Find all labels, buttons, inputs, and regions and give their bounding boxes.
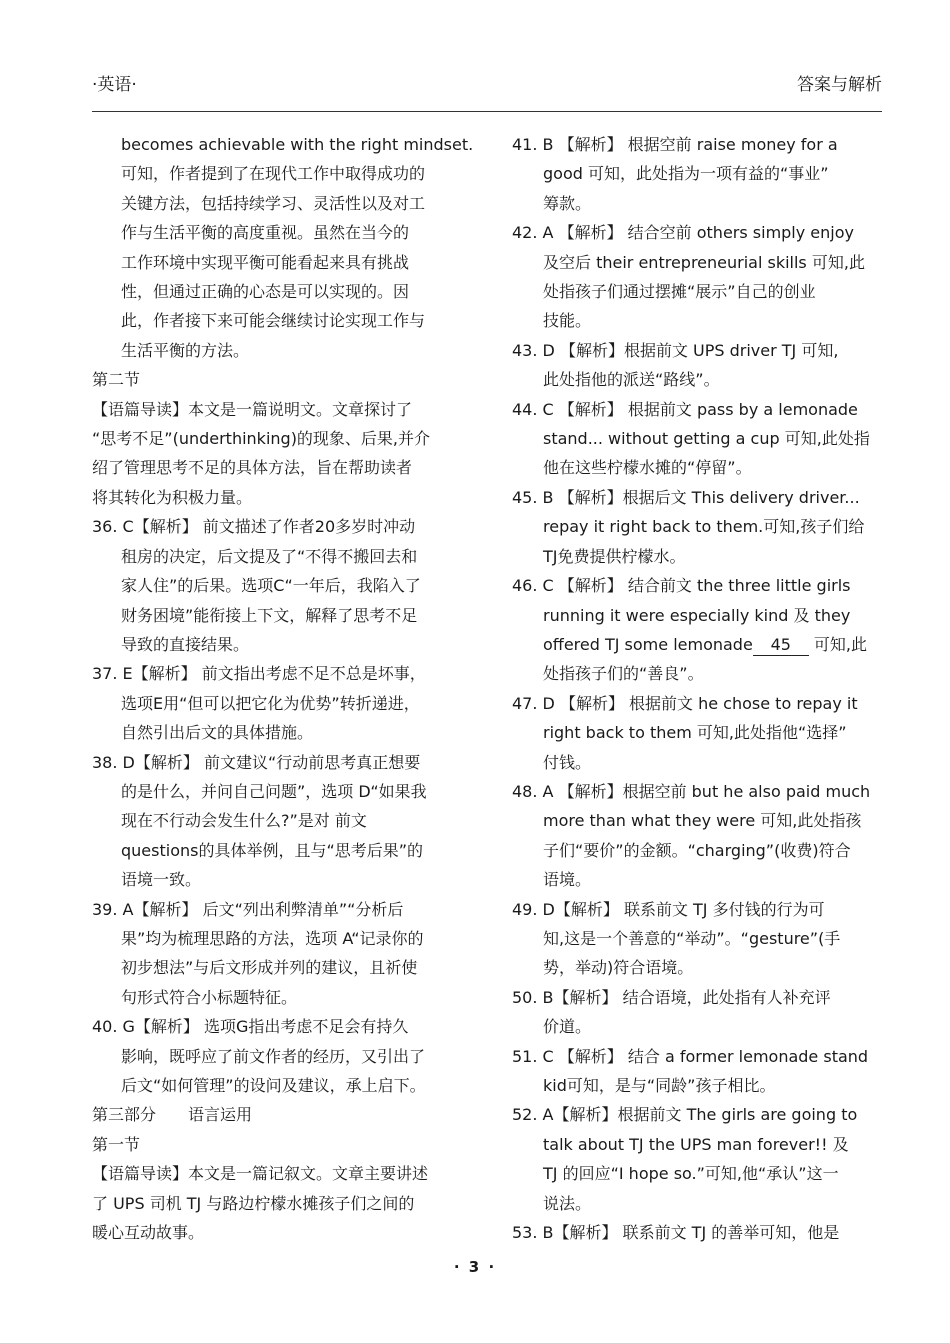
line-text: 39. A【解析】 后文“列出利弊清单”“分析后 — [92, 899, 404, 919]
text-line — [512, 189, 912, 218]
text-line — [92, 395, 510, 424]
text-line — [512, 601, 912, 630]
line-text: kid可知，是与“同龄”孩子相比。 — [543, 1076, 776, 1095]
line-text: 子们“要价”的金额。“charging”(收费)符合 — [543, 840, 851, 860]
line-text: 41. B 【解析】 根据空前 raise money for a — [512, 135, 838, 154]
text-line — [512, 630, 912, 659]
text-line — [92, 924, 510, 953]
line-text: 【语篇导读】本文是一篇说明文。文章探讨了 — [92, 399, 413, 419]
line-text: becomes achievable with the right mindset. — [121, 135, 474, 154]
text-line — [92, 689, 510, 718]
line-text: 暖心互动故事。 — [92, 1223, 205, 1243]
line-text: 47. D 【解析】 根据前文 he chose to repay it — [512, 693, 858, 713]
text-line — [512, 924, 912, 953]
text-line — [92, 159, 510, 188]
text-line — [512, 953, 912, 982]
line-text: 果”均为梳理思路的方法，选项 A“记录你的 — [121, 928, 424, 948]
line-text: 知,这是一个善意的“举动”。“gesture”(手 — [543, 928, 841, 948]
text-line — [92, 748, 510, 777]
line-text: talk about TJ the UPS man forever!! 及 — [543, 1134, 849, 1154]
text-line — [512, 424, 912, 453]
text-line — [92, 571, 510, 600]
text-line — [512, 983, 912, 1012]
text-line — [512, 395, 912, 424]
text-line — [512, 542, 912, 571]
line-text: 的是什么，并问自己问题”，选项 D“如果我 — [121, 781, 427, 801]
text-line — [92, 248, 510, 277]
text-line — [92, 777, 510, 806]
line-text: 51. C 【解析】 结合 a former lemonade stand — [512, 1046, 869, 1066]
text-line — [92, 659, 510, 688]
line-text: stand... without getting a cup 可知,此处指 — [543, 429, 870, 449]
line-text: 37. E【解析】 前文指出考虑不足不总是坏事， — [92, 664, 426, 684]
text-line — [512, 895, 912, 924]
line-text: 38. D【解析】 前文建议“行动前思考真正想要 — [92, 752, 421, 772]
text-line — [512, 1071, 912, 1100]
line-text: 他在这些柠檬水摊的“停留”。 — [543, 458, 752, 478]
line-text-after: 可知,此 — [808, 634, 867, 654]
line-text: 绍了管理思考不足的具体方法，旨在帮助读者 — [92, 458, 413, 478]
line-text: 现在不行动会发生什么?”是对 前文 — [121, 811, 367, 831]
line-text: more than what they were 可知,此处指孩 — [543, 811, 862, 831]
text-line — [512, 659, 912, 688]
line-text: 第二节 — [92, 370, 141, 390]
line-text: 处指孩子们通过摆摊“展示”自己的创业 — [543, 282, 816, 302]
line-text: 49. D【解析】 联系前文 TJ 多付钱的行为可 — [512, 899, 825, 919]
line-text: 及空后 their entrepreneurial skills 可知,此 — [543, 252, 865, 272]
text-line — [92, 1042, 510, 1071]
line-text: 性，但通过正确的心态是可以实现的。因 — [121, 282, 410, 302]
text-line — [512, 277, 912, 306]
line-text: 技能。 — [543, 311, 592, 331]
left-column — [92, 130, 510, 1247]
line-text: 43. D 【解析】根据前文 UPS driver TJ 可知, — [512, 340, 839, 360]
text-line — [92, 336, 510, 365]
text-line — [512, 748, 912, 777]
line-text: 导致的直接结果。 — [121, 634, 250, 654]
text-line — [512, 248, 912, 277]
line-text: 势，举动)符合语境。 — [543, 958, 694, 978]
line-text: 财务困境”能衔接上下文，解释了思考不足 — [121, 605, 418, 625]
text-line — [92, 424, 510, 453]
line-text: 租房的决定，后文提及了“不得不搬回去和 — [121, 546, 418, 566]
text-line — [512, 806, 912, 835]
line-text: 40. G【解析】 选项G指出考虑不足会有持久 — [92, 1017, 409, 1037]
line-text: 语境一致。 — [121, 870, 202, 890]
header-rule — [92, 111, 882, 112]
text-line — [512, 130, 912, 159]
line-text: “思考不足”(underthinking)的现象、后果,并介 — [92, 429, 431, 449]
text-line — [92, 601, 510, 630]
text-line — [512, 159, 912, 188]
text-line — [512, 453, 912, 482]
line-text: 生活平衡的方法。 — [121, 340, 250, 360]
text-line — [512, 1042, 912, 1071]
line-text: 可知，作者提到了在现代工作中取得成功的 — [121, 164, 426, 184]
text-line — [92, 453, 510, 482]
text-line — [512, 571, 912, 600]
text-line — [92, 1159, 510, 1188]
line-text: 句形式符合小标题特征。 — [121, 987, 298, 1007]
text-line — [512, 1218, 912, 1247]
line-text: 52. A【解析】根据前文 The girls are going to — [512, 1105, 858, 1125]
line-text: right back to them 可知,此处指他“选择” — [543, 723, 847, 743]
text-line — [92, 836, 510, 865]
line-text: 作与生活平衡的高度重视。虽然在当今的 — [121, 223, 410, 243]
text-line — [512, 836, 912, 865]
line-text: 家人住”的后果。选项C“一年后，我陷入了 — [121, 576, 421, 596]
line-text: 此，作者接下来可能会继续讨论实现工作与 — [121, 311, 426, 331]
page-number: · 3 · — [453, 1258, 497, 1276]
line-text: 42. A 【解析】 结合空前 others simply enjoy — [512, 223, 854, 243]
text-line — [92, 130, 510, 159]
line-text: good 可知，此处指为一项有益的“事业” — [543, 164, 829, 184]
line-text: 44. C 【解析】 根据前文 pass by a lemonade — [512, 399, 858, 419]
line-text: TJ免费提供柠檬水。 — [543, 546, 686, 566]
line-text: 处指孩子们的“善良”。 — [543, 664, 704, 684]
text-line — [512, 718, 912, 747]
text-line — [512, 689, 912, 718]
text-line — [92, 953, 510, 982]
text-line — [512, 1100, 912, 1129]
line-text: 45. B 【解析】根据后文 This delivery driver... — [512, 487, 860, 507]
line-text: 后文“如何管理”的设问及建议，承上启下。 — [121, 1076, 426, 1095]
line-text: 46. C 【解析】 结合前文 the three little girls — [512, 576, 851, 596]
line-text: TJ 的回应“I hope so.”可知,他“承认”这一 — [543, 1164, 839, 1184]
text-line — [512, 1189, 912, 1218]
text-line — [92, 512, 510, 541]
text-line — [92, 1130, 510, 1159]
text-line — [512, 483, 912, 512]
text-line — [92, 189, 510, 218]
text-line — [512, 865, 912, 894]
line-text: 36. C【解析】 前文描述了作者20多岁时冲动 — [92, 517, 416, 537]
text-line — [512, 777, 912, 806]
text-line — [92, 542, 510, 571]
line-text: 48. A 【解析】根据空前 but he also paid much — [512, 781, 871, 801]
text-line — [92, 865, 510, 894]
line-text: repay it right back to them.可知,孩子们给 — [543, 517, 865, 537]
text-line — [92, 630, 510, 659]
text-line — [512, 218, 912, 247]
text-line — [512, 306, 912, 335]
line-text: 53. B【解析】 联系前文 TJ 的善举可知，他是 — [512, 1223, 840, 1243]
line-text: 了 UPS 司机 TJ 与路边柠檬水摊孩子们之间的 — [92, 1193, 415, 1213]
text-line — [92, 1100, 510, 1129]
line-text: 将其转化为积极力量。 — [92, 487, 253, 507]
text-line — [92, 277, 510, 306]
line-text: 第三部分 语言运用 — [92, 1105, 253, 1125]
line-text: 关键方法，包括持续学习、灵活性以及对工 — [121, 193, 426, 213]
text-line — [92, 1218, 510, 1247]
line-text: 价道。 — [543, 1017, 592, 1037]
line-text: 【语篇导读】本文是一篇记叙文。文章主要讲述 — [92, 1164, 429, 1184]
text-line — [92, 483, 510, 512]
line-text: 初步想法”与后文形成并列的建议，且祈使 — [121, 958, 418, 978]
text-line — [512, 365, 912, 394]
header-section-title: 答案与解析 — [797, 75, 882, 95]
text-line — [512, 1012, 912, 1041]
text-line — [92, 718, 510, 747]
right-column — [512, 130, 912, 1247]
line-text: 工作环境中实现平衡可能看起来具有挑战 — [121, 252, 410, 272]
text-line — [92, 218, 510, 247]
text-line — [92, 806, 510, 835]
line-text: 此处指他的派送“路线”。 — [543, 370, 720, 390]
line-text: 说法。 — [543, 1193, 592, 1213]
text-line — [92, 1012, 510, 1041]
text-line — [512, 512, 912, 541]
line-text: questions的具体举例，且与“思考后果”的 — [121, 840, 424, 860]
line-text: 筹款。 — [543, 193, 592, 213]
line-text: 第一节 — [92, 1134, 141, 1154]
text-line — [512, 1130, 912, 1159]
text-line — [92, 1189, 510, 1218]
line-text: 50. B【解析】 结合语境，此处指有人补充评 — [512, 987, 831, 1007]
text-line — [92, 1071, 510, 1100]
line-text: 付钱。 — [543, 752, 592, 772]
text-line — [92, 306, 510, 335]
line-text: running it were especially kind 及 they — [543, 605, 851, 625]
line-text: offered TJ some lemonade — [543, 634, 753, 654]
line-text: 影响，既呼应了前文作者的经历，又引出了 — [121, 1046, 426, 1066]
blank-number: 45 — [753, 635, 809, 656]
text-line — [92, 895, 510, 924]
line-text: 自然引出后文的具体措施。 — [121, 723, 314, 743]
line-text: 选项E用“但可以把它化为优势”转折递进， — [121, 693, 420, 713]
header-subject: ·英语· — [92, 75, 137, 95]
text-line — [92, 983, 510, 1012]
line-text: 语境。 — [543, 870, 592, 890]
text-line — [512, 1159, 912, 1188]
text-line — [92, 365, 510, 394]
text-line — [512, 336, 912, 365]
